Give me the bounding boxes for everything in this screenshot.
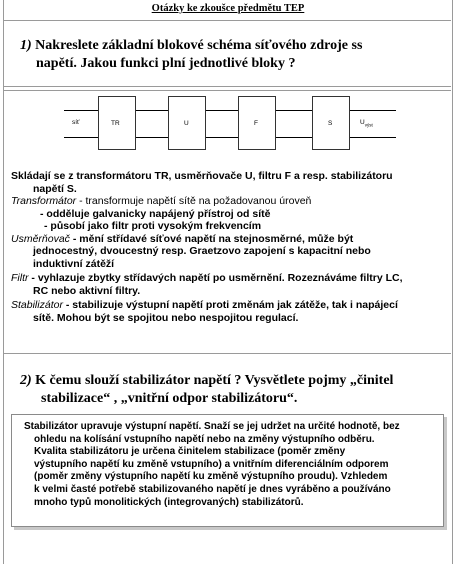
diagram-output-label bbox=[360, 119, 373, 127]
answer-1-intro-line: Skládají se z transformátoru TR, usměrňovače U, filtru F a resp. stabilizátoru bbox=[11, 170, 393, 182]
transformer-desc: - transformuje napětí sítě na požadovanou úroveň bbox=[76, 195, 312, 207]
term-filter: Filtr bbox=[11, 272, 29, 284]
answer-2-line: Kvalita stabilizátoru je určena činitelem stabilizace (poměr změny bbox=[34, 446, 346, 458]
answer-2-line: Stabilizátor upravuje výstupní napětí. Snaží se jej udržet na určité hodnotě, bez bbox=[24, 421, 400, 432]
diagram-block-label: F bbox=[254, 120, 258, 127]
answer-2-line: (poměr změny výstupního napětí ku změně výstupního proudu). Vzhledem bbox=[34, 471, 388, 483]
question-2-line-1: K čemu slouží stabilizátor napětí ? Vysvětlete pojmy „činitel bbox=[35, 373, 394, 388]
diagram-block-label: U bbox=[184, 120, 189, 127]
transformer-bullet: - odděluje galvanicky napájený přístroj od sítě bbox=[40, 207, 271, 220]
question-1-line-1: Nakreslete základní blokové schéma síťového zdroje ss bbox=[35, 38, 363, 53]
rectifier-line: jednocestný, dvoucestný resp. Graetzovo zapojení s kapacitní nebo bbox=[33, 245, 371, 257]
answer-2-line: ohledu na kolísání vstupního napětí nebo na změny výstupního odběru. bbox=[34, 433, 375, 445]
question-2-number: 2) bbox=[20, 373, 32, 388]
diagram-block-filter bbox=[238, 96, 276, 150]
question-2-line-2: stabilizace“ , „vnitřní odpor stabilizátoru“. bbox=[41, 391, 298, 406]
transformer-bullet: - působí jako filtr proti vysokým frekvencím bbox=[44, 220, 262, 232]
answer-2-line: výstupního napětí ku změně vstupního) a vnitřním diferenciálním odporem bbox=[34, 458, 389, 470]
rectifier-desc: - mění střídavé síťové napětí na stejnosměrné, může být bbox=[69, 232, 354, 245]
rectifier-line: induktivní zátěží bbox=[33, 257, 115, 270]
answer-2-line: k velmi časté potřebě stabilizovaného napětí je dnes vyráběno a používáno bbox=[34, 483, 391, 495]
section-divider bbox=[4, 353, 451, 354]
term-rectifier: Usměrňovač bbox=[11, 232, 70, 245]
diagram-block-label: TR bbox=[111, 120, 120, 127]
answer-1 bbox=[11, 170, 447, 324]
question-1-number: 1) bbox=[20, 38, 32, 53]
diagram-block-stabilizer bbox=[312, 96, 350, 150]
diagram-block-transformer bbox=[98, 96, 136, 150]
stabilizer-line: sítě. Mohou být se spojitou nebo nespojitou regulací. bbox=[33, 311, 299, 324]
diagram-input-label: síť bbox=[72, 119, 80, 126]
block-diagram bbox=[64, 96, 396, 150]
term-stabilizer: Stabilizátor bbox=[11, 299, 63, 311]
filter-line: RC nebo aktivní filtry. bbox=[33, 284, 141, 297]
term-transformer: Transformátor bbox=[11, 195, 77, 207]
answer-2 bbox=[24, 421, 436, 509]
question-1 bbox=[20, 37, 440, 73]
question-1-line-2: napětí. Jakou funkci plní jednotlivé bloky ? bbox=[36, 56, 296, 71]
filter-desc: - vyhlazuje zbytky střídavých napětí po usměrnění. Rozeznáváme filtry LC, bbox=[28, 272, 403, 284]
page-title: Otázky ke zkoušce předmětu TEP bbox=[151, 3, 305, 14]
diagram-output-subscript: výst bbox=[364, 122, 373, 128]
section-divider bbox=[4, 90, 451, 91]
diagram-output-symbol: U bbox=[360, 119, 365, 126]
question-2 bbox=[20, 372, 440, 408]
diagram-block-label: S bbox=[328, 120, 333, 127]
answer-2-line: mnoho typů monolitických (integrovaných) stabilizátorů. bbox=[34, 496, 304, 508]
diagram-block-rectifier bbox=[168, 96, 206, 150]
answer-1-intro-line: napětí S. bbox=[33, 182, 77, 195]
stabilizer-desc: - stabilizuje výstupní napětí proti změnám jak zátěže, tak i napájecí bbox=[62, 299, 398, 311]
